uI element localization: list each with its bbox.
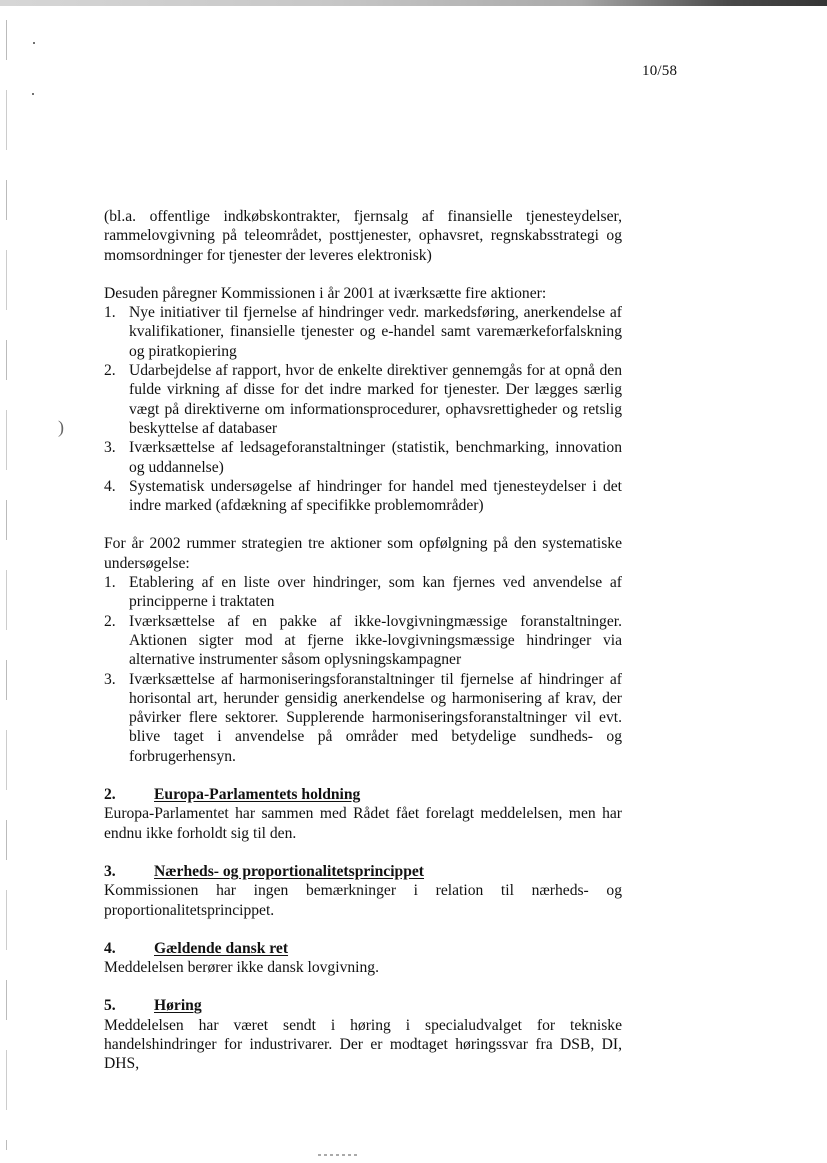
intro-paragraph: (bl.a. offentlige indkøbskontrakter, fjernsalg af finansielle tjenesteydelser, rammelovgivning på teleområdet, posttjenester, ophavsret, regnskabsstrategi og momsordninger for tjenester der leveres elektronisk) [104,208,622,264]
section-title: Nærheds- og proportionalitetsprincippet [154,862,425,880]
page-number: 10/58 [642,63,678,79]
section-title: Høring [154,997,202,1015]
list-item-text: Iværksættelse af harmoniseringsforanstaltninger til fjernelse af hindringer af horisontal art, herunder gensidig anerkendelse og harmonisering af krav, der påvirker flere sektorer. Supplerende harmoniseringsforanstaltninger vil evt. blive taget i anvendelse på områder med betydelige sundheds- og forbrugerhensyn. [129,670,622,765]
section-body: Europa-Parlamentet har sammen med Rådet fået forelagt meddelelsen, men har endnu ikke forholdt sig til den. [104,805,622,842]
section-body: Meddelelsen berører ikke dansk lovgivning. [104,959,379,977]
section-consultation [104,996,622,1073]
list-item-number: 2. [104,362,116,380]
list-item [104,477,622,516]
list-item-number: 1. [104,574,116,592]
section-danish-law [104,939,622,978]
list-item [104,438,622,477]
section-subsidiarity [104,862,622,920]
actions-2001-list [104,303,622,515]
scan-speck [33,42,35,44]
scan-bracket-mark: ) [58,417,64,437]
section-heading [104,996,622,1015]
list-item-number: 2. [104,612,116,630]
section-title: Gældende dansk ret [154,939,289,957]
scan-footer-mark [318,1154,358,1156]
list-item-text: Systematisk undersøgelse af hindringer for handel med tjenesteydelser i det indre marked (afdækning af specifikke problemområder) [129,477,622,515]
list-item [104,303,622,361]
section-number: 4. [104,939,116,957]
list-item-text: Etablering af en liste over hindringer, som kan fjernes ved anvendelse af principperne i traktaten [129,574,622,611]
section-number: 2. [104,786,116,804]
document-body [104,207,622,1074]
list-item-text: Nye initiativer til fjernelse af hindringer vedr. markedsføring, anerkendelse af kvalifikationer, finansielle tjenester og e-handel samt varemærkeforfalskning og piratkopiering [129,304,622,360]
scan-edge-left [6,20,7,1150]
section-heading [104,785,622,804]
list-item [104,612,622,670]
list-item-number: 3. [104,439,116,457]
list-item [104,670,622,766]
scan-edge-top [0,0,827,6]
section-number: 3. [104,862,116,880]
list-item-number: 3. [104,670,116,688]
list-item-text: Iværksættelse af en pakke af ikke-lovgivningmæssige foranstaltninger. Aktionen sigter mod at fjerne ikke-lovgivningsmæssige hindringer via alternative instrumenter såsom oplysningskampagner [129,612,622,669]
section-title: Europa-Parlamentets holdning [154,786,361,804]
scan-speck [32,93,34,95]
section-parliament [104,785,622,843]
list-item-text: Iværksættelse af ledsageforanstaltninger (statistik, benchmarking, innovation og uddannelse) [129,439,622,476]
list-item [104,573,622,612]
list-item-number: 1. [104,304,116,322]
section-body: Kommissionen har ingen bemærkninger i relation til nærheds- og proportionalitetsprincippet. [104,882,622,919]
list-item-text: Udarbejdelse af rapport, hvor de enkelte direktiver gennemgås for at opnå den fulde virkning af disse for det indre marked for tjenester. Der lægges særlig vægt på direktiverne om informationsprocedurer, ophavsrettigheder og retslig beskyttelse af databaser [129,362,622,437]
section-heading [104,939,622,958]
section-body: Meddelelsen har været sendt i høring i specialudvalget for tekniske handelshindringer for industrivarer. Der er modtaget høringssvar fra DSB, DI, DHS, [104,1016,622,1073]
actions-2001-lead: Desuden påregner Kommissionen i år 2001 at iværksætte fire aktioner: [104,284,547,302]
section-number: 5. [104,997,116,1015]
list-item-number: 4. [104,477,116,495]
list-item [104,361,622,438]
actions-2002-lead: For år 2002 rummer strategien tre aktioner som opfølgning på den systematiske undersøgelse: [104,535,622,572]
actions-2002-list [104,573,622,766]
section-heading [104,862,622,881]
